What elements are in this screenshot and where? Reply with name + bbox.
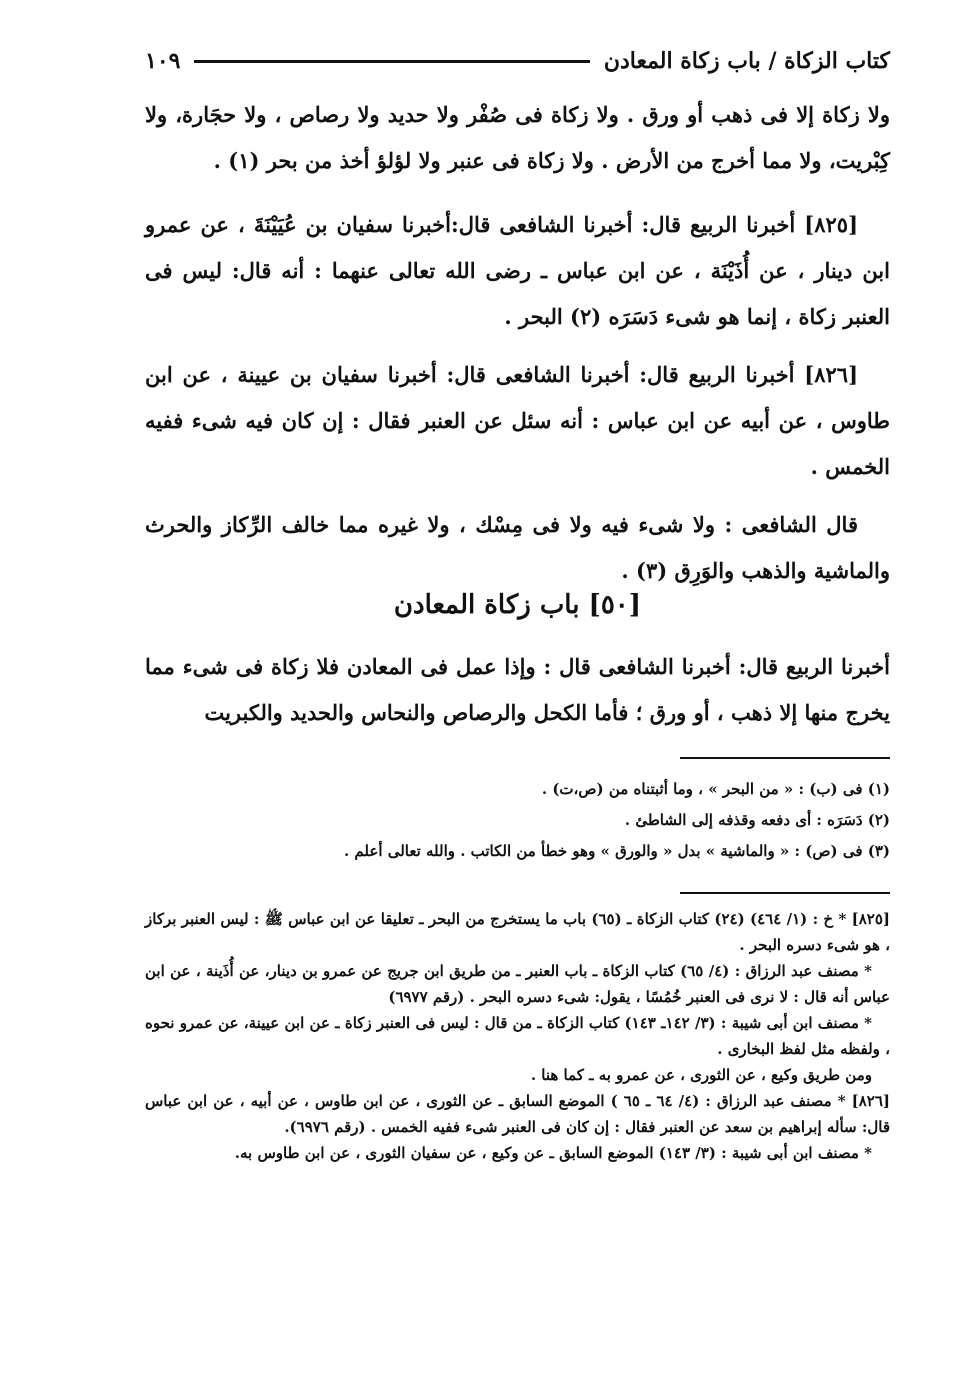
- footnote-2: (٢) دَسَرَه : أى دفعه وقذفه إلى الشاطئ .: [624, 811, 890, 829]
- section-intro-text: أخبرنا الربيع قال: أخبرنا الشافعى قال : وإذا عمل فى المعادن فلا زكاة فى شىء مما يخرج منها إلا ذهب ، أو ورق ؛ فأما الكحل والرصاص والنحاس والحديد والكبريت: [145, 654, 890, 725]
- hadith-825-text: [٨٢٥] أخبرنا الربيع قال: أخبرنا الشافعى قال:أخبرنا سفيان بن عُيَيْنَةَ ، عن عمرو ابن دينار ، عن أُذَيْنَة ، عن ابن عباس ـ رضى الله تعالى عنهما : أنه قال: ليس فى العنبر زكاة ، إنما هو شىء دَسَرَه (٢) البحر .: [145, 212, 890, 329]
- footnote-1: (١) فى (ب) : « من البحر » ، وما أثبتناه من (ص،ت) .: [541, 780, 890, 798]
- takhrij-notes: [145, 906, 890, 1166]
- page-number: ١٠٩: [145, 48, 181, 74]
- takhrij-825-waki-text: ومن طريق وكيع ، عن الثورى ، عن عمرو به ـ كما هنا .: [530, 1066, 872, 1084]
- takhrij-826: [٨٢٦] * مصنف عبد الرزاق : (٤/ ٦٤ ـ ٦٥ ) الموضع السابق ـ عن الثورى ، عن ابن طاوس ، عن أبيه ، عن ابن عباس قال: سأله إبراهيم بن سعد عن العنبر فقال : إن كان فى العنبر شىء ففيه الخمس . (رقم ٦٩٧٦).: [145, 1092, 891, 1136]
- paragraph-continued: ولا زكاة إلا فى ذهب أو ورق . ولا زكاة فى صُفْر ولا حديد ولا رصاص ، ولا حجَارة، ولا كِبْريت، ولا مما أخرج من الأرض . ولا زكاة فى عنبر ولا لؤلؤ أخذ من بحر (١) .: [145, 102, 890, 173]
- shafii-statement-text: قال الشافعى : ولا شىء فيه ولا فى مِسْك ، ولا غيره مما خالف الرِّكاز والحرث والماشية والذهب والوَرِق (٣) .: [145, 512, 890, 583]
- takhrij-separator: [680, 892, 890, 894]
- section-intro: [145, 644, 890, 736]
- takhrij-825-ibnabishaybah: [145, 1010, 890, 1062]
- takhrij-826-ibnabishaybah-text: * مصنف ابن أبى شيبة : (٣/ ١٤٣) الموضع السابق ـ عن وكيع ، عن سفيان الثورى ، عن ابن طاوس به.: [234, 1144, 872, 1162]
- hadith-826: [145, 352, 890, 490]
- takhrij-825-waki: [145, 1062, 890, 1088]
- hadith-825: [145, 202, 890, 340]
- main-text: [145, 92, 890, 606]
- running-header: [145, 44, 890, 78]
- header-rule: [194, 60, 589, 63]
- takhrij-825-abdulrazzaq-text: * مصنف عبد الرزاق : (٤/ ٦٥) كتاب الزكاة ـ باب العنبر ـ من طريق ابن جريج عن عمرو بن دينار، عن أُذَينة ، عن ابن عباس أنه قال : لا نرى فى العنبر خُمُسًا ، يقول: شىء دسره البحر . (رقم ٦٩٧٧): [145, 962, 890, 1006]
- shafii-statement: [145, 502, 890, 594]
- takhrij-826-ibnabishaybah: [145, 1140, 890, 1166]
- hadith-826-text: [٨٢٦] أخبرنا الربيع قال: أخبرنا الشافعى قال: أخبرنا سفيان بن عيينة ، عن ابن طاوس ، عن أبيه عن ابن عباس : أنه سئل عن العنبر فقال : إن كان فيه شىء ففيه الخمس .: [145, 362, 890, 479]
- section-heading: [٥٠] باب زكاة المعادن: [393, 590, 642, 620]
- footnote-3: (٣) فى (ص) : « والماشية » بدل « والورق » وهو خطأ من الكاتب . والله تعالى أعلم .: [343, 842, 890, 860]
- footnote-separator: [680, 757, 890, 759]
- chapter-title: كتاب الزكاة / باب زكاة المعادن: [603, 48, 890, 74]
- takhrij-825: [٨٢٥] * خ : (١/ ٤٦٤) (٢٤) كتاب الزكاة ـ (٦٥) باب ما يستخرج من البحر ـ تعليقا عن ابن عباس ﷺ : ليس العنبر بركاز ، هو شىء دسره البحر .: [145, 910, 890, 954]
- takhrij-825-ibnabishaybah-text: * مصنف ابن أبى شيبة : (٣/ ١٤٢ـ ١٤٣) كتاب الزكاة ـ من قال : ليس فى العنبر زكاة ـ عن ابن عيينة، عن عمرو نحوه ، ولفظه مثل لفظ البخارى .: [145, 1014, 890, 1058]
- footnotes: [145, 774, 890, 867]
- takhrij-825-abdulrazzaq: [145, 958, 890, 1010]
